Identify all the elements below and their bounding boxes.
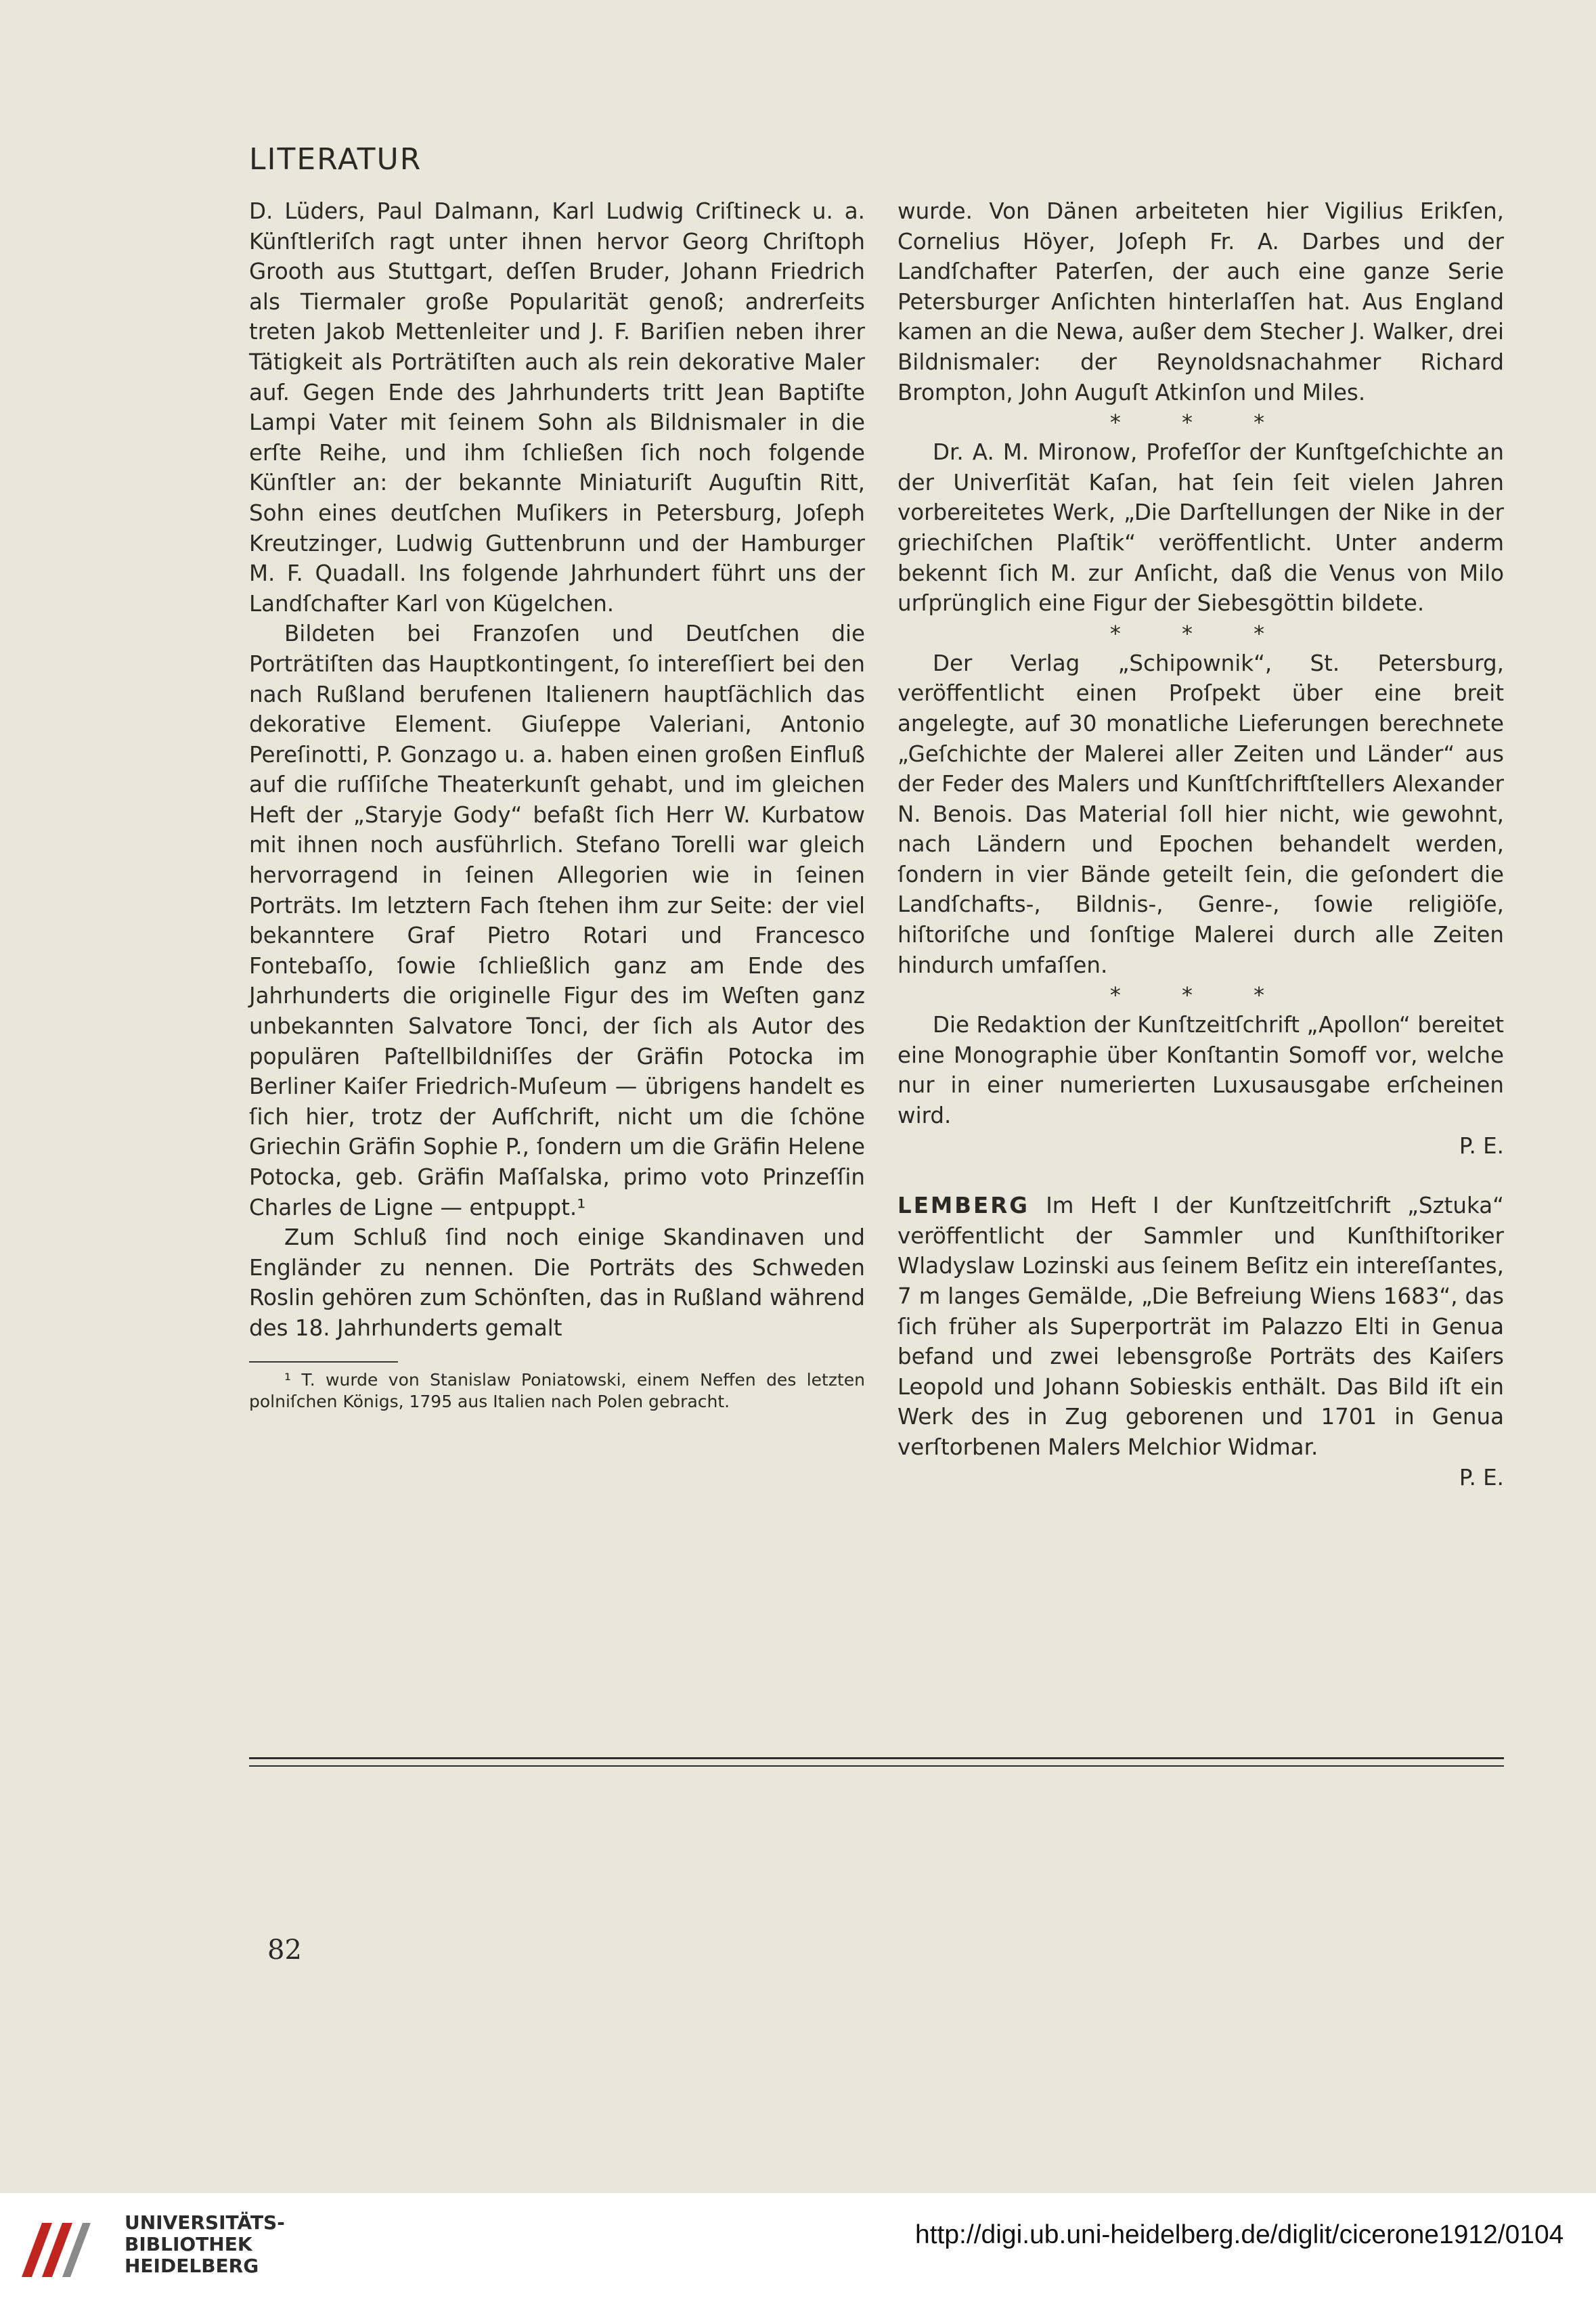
bottom-rule (249, 1757, 1504, 1759)
section-separator-stars: * * * (1109, 410, 1292, 436)
page-number: 82 (267, 1935, 302, 1966)
right-column (897, 196, 1504, 1493)
section-separator-stars: * * * (1109, 620, 1292, 646)
source-url-link[interactable]: http://digi.ub.uni-heidelberg.de/diglit/cicerone1912/0104 (915, 2220, 1564, 2249)
footnote-divider (249, 1361, 398, 1363)
section-header: LITERATUR (249, 142, 422, 177)
library-footer (0, 2193, 1596, 2319)
signature: P. E. (1459, 1464, 1504, 1490)
left-paragraph-3: Zum Schluß ſind noch einige Skandinaven und Engländer zu nennen. Die Porträts des Schweden Roslin gehören zum Schönſten, das in Rußland während des 18. Jahrhunderts gemalt (249, 1224, 865, 1341)
footnote: ¹ T. wurde von Stanislaw Poniatowski, einem Neffen des letzten polniſchen Königs, 1795 aus Italien nach Polen gebracht. (249, 1369, 865, 1411)
right-paragraph-3: Der Verlag „Schipownik“, St. Petersburg, veröffentlicht einen Proſpekt über eine breit angelegte, auf 30 monatliche Lieferungen berechnete „Geſchichte der Malerei aller Zeiten und Länder“ aus der Feder des Malers und Kunſtſchriftſtellers Alexander N. Benois. Das Material ſoll hier nicht, wie gewohnt, nach Ländern und Epochen behandelt werden, ſondern in vier Bände geteilt ſein, die geſondert die Landſchafts-, Bildnis-, Genre-, ſowie religiöſe, hiſtoriſche und ſonſtige Malerei durch alle Zeiten hindurch umfaſſen. (897, 650, 1504, 978)
signature: P. E. (1459, 1132, 1504, 1159)
left-column (249, 196, 865, 1413)
section-separator-stars: * * * (1109, 982, 1292, 1009)
left-paragraph-1: D. Lüders, Paul Dalmann, Karl Ludwig Criſtineck u. a. Künſtleriſch ragt unter ihnen hervor Georg Chriſtoph Grooth aus Stuttgart, deſſen Bruder, Johann Friedrich als Tiermaler große Popularität genoß; andrerſeits treten Jakob Mettenleiter und J. F. Bariſien neben ihrer Tätigkeit als Porträtiſten auch als rein dekorative Maler auf. Gegen Ende des Jahrhunderts tritt Jean Baptiſte Lampi Vater mit ſeinem Sohn als Bildnismaler in die erſte Reihe, und ihm ſchließen ſich noch folgende Künſtler an: der bekannte Miniaturiſt Auguſtin Ritt, Sohn eines deutſchen Muſikers in Petersburg, Joſeph Kreutzinger, Ludwig Guttenbrunn und der Hamburger M. F. Quadall. Ins folgende Jahrhundert führt uns der Landſchafter Karl von Kügelchen. (249, 198, 865, 617)
right-paragraph-2: Dr. A. M. Mironow, Profeſſor der Kunſtgeſchichte an der Univerſität Kaſan, hat ſein ſeit vielen Jahren vorbereitetes Werk, „Die Darſtellungen der Nike in der griechiſchen Plaſtik“ veröffentlicht. Unter anderm bekennt ſich M. zur Anſicht, daß die Venus von Milo urſprünglich eine Figur der Siebesgöttin bildete. (897, 439, 1504, 617)
lemberg-heading: LEMBERG (897, 1193, 1029, 1219)
library-name-line: HEIDELBERG (125, 2255, 259, 2277)
left-paragraph-2: Bildeten bei Franzoſen und Deutſchen die Porträtiſten das Hauptkontingent, ſo intereſſiert bei den nach Rußland berufenen Italienern hauptſächlich das dekorative Element. Giuſeppe Valeriani, Antonio Pereſinotti, P. Gonzago u. a. haben einen großen Einfluß auf die ruſſiſche Theaterkunſt gehabt, und im gleichen Heft der „Staryje Gody“ befaßt ſich Herr W. Kurbatow mit ihnen noch ausführlich. Stefano Torelli war gleich hervorragend in ſeinen Allegorien wie in ſeinen Porträts. Im letztern Fach ſtehen ihm zur Seite: der viel bekanntere Graf Pietro Rotari und Francesco Fontebaſſo, ſowie ſchließlich ganz am Ende des Jahrhunderts die originelle Figur des im Weſten ganz unbekannten Salvatore Tonci, der ſich als Autor des populären Paſtellbildniſſes der Gräfin Potocka im Berliner Kaiſer Friedrich-Muſeum — übrigens handelt es ſich hier, trotz der Aufſchrift, nicht um die ſchöne Griechin Gräfin Sophie P., ſondern um die Gräfin Helene Potocka, geb. Gräfin Maſſalska, primo voto Prinzeſſin Charles de Ligne — entpuppt.¹ (249, 621, 865, 1220)
right-paragraph-4: Die Redaktion der Kunſtzeitſchrift „Apollon“ bereitet eine Monographie über Konſtantin Somoff vor, welche nur in einer numerierten Luxusausgabe erſcheinen wird. (897, 1012, 1504, 1129)
bottom-rule (249, 1765, 1504, 1767)
library-name (125, 2212, 285, 2277)
right-paragraph-5: Im Heft I der Kunſtzeitſchrift „Sztuka“ veröffentlicht der Sammler und Kunſthiſtoriker Wladyslaw Lozinski aus ſeinem Beſitz ein intereſſantes, 7 m langes Gemälde, „Die Befreiung Wiens 1683“, das ſich früher als Superporträt im Palazzo Elti in Genua befand und zwei lebensgroße Porträts des Kaiſers Leopold und Johann Sobieskis enthält. Das Bild iſt ein Werk des in Zug geborenen und 1701 in Genua verſtorbenen Malers Melchior Widmar. (897, 1193, 1505, 1460)
heidelberg-library-logo-icon (15, 2209, 95, 2284)
library-name-line: UNIVERSITÄTS- (125, 2211, 285, 2234)
right-paragraph-1: wurde. Von Dänen arbeiteten hier Vigilius Erikſen, Cornelius Höyer, Joſeph Fr. A. Darbes und der Landſchafter Paterſen, der auch eine ganze Serie Petersburger Anſichten hinterlaſſen hat. Aus England kamen an die Newa, außer dem Stecher J. Walker, drei Bildnismaler: der Reynoldsnachahmer Richard Brompton, John Auguſt Atkinſon und Miles. (897, 198, 1504, 405)
library-name-line: BIBLIOTHEK (125, 2233, 252, 2255)
